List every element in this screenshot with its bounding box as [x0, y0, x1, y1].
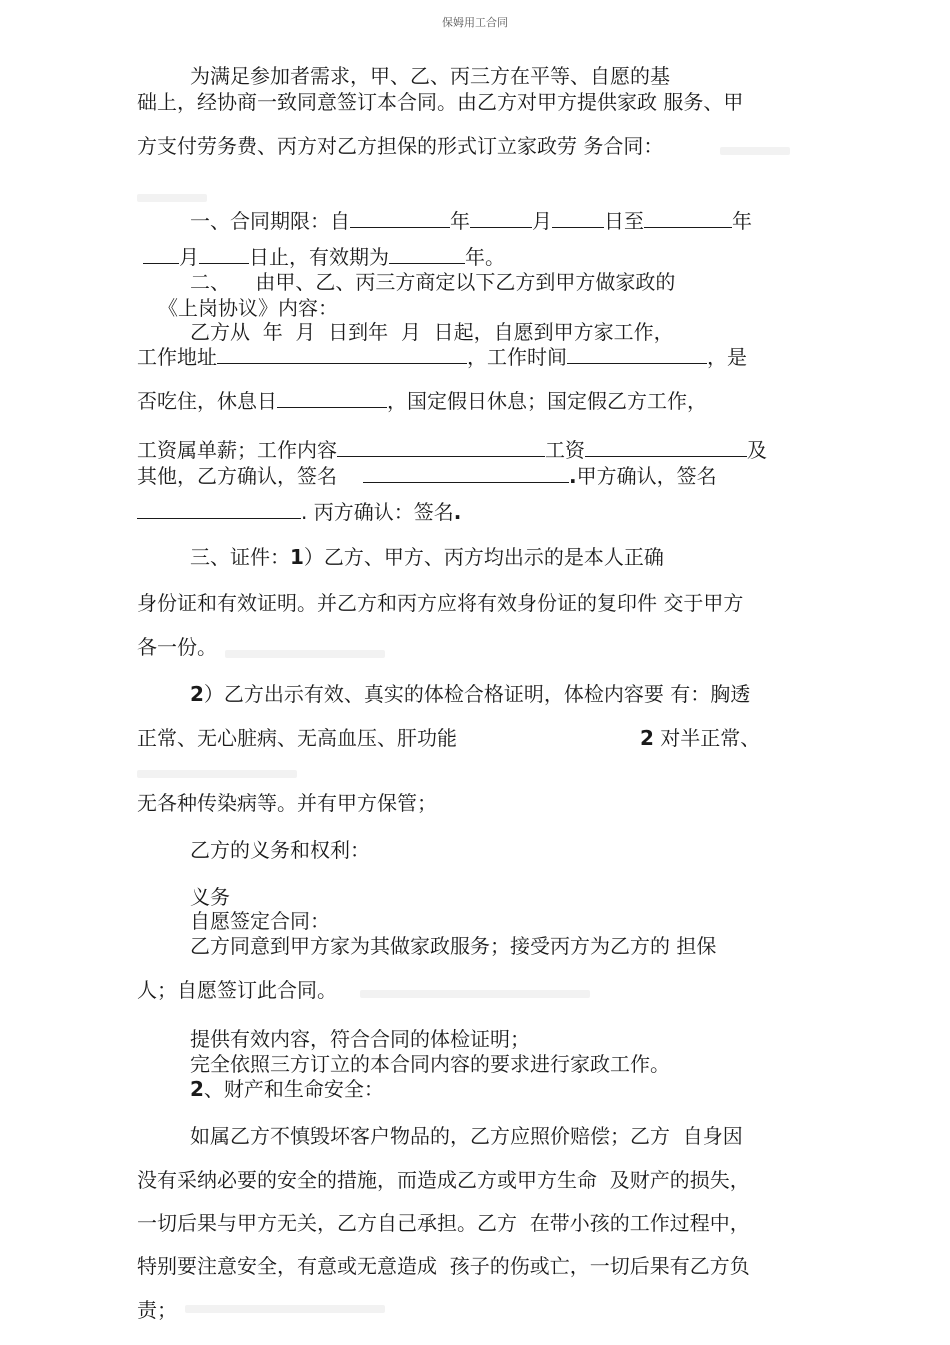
rest-day-line [137, 387, 707, 415]
section-2-line-1: 乙方从 年 月 日到年 月 日起，自愿到甲方家工作， [190, 320, 674, 344]
year-label: 年 [732, 209, 752, 233]
safety-line-3: 一切后果与甲方无关，乙方自己承担。乙方 在带小孩的工作过程中， [137, 1211, 750, 1235]
term-from-label: 一、合同期限：自 [190, 209, 350, 233]
rest-day-blank[interactable] [277, 387, 387, 408]
section-2-title: 二、 由甲、乙、丙三方商定以下乙方到甲方做家政的 [190, 270, 676, 294]
watermark-blur [720, 147, 790, 155]
party-a-signature-blank[interactable] [137, 498, 301, 519]
rest-day-label: 否吃住，休息日 [137, 389, 277, 413]
wage-blank[interactable] [585, 436, 747, 457]
section-3-line-3: 各一份。 [137, 635, 217, 659]
safety-line-1: 如属乙方不慎毁坏客户物品的，乙方应照价赔偿；乙方 自身因 [190, 1124, 743, 1148]
party-c-sign-label: . 丙方确认：签名 [301, 500, 454, 524]
start-month-blank[interactable] [470, 207, 532, 228]
end-day-blank[interactable] [199, 243, 249, 264]
watermark-blur [225, 650, 385, 658]
section-3-line-2: 身份证和有效证明。并乙方和丙方应将有效身份证的复印件 交于甲方 [137, 591, 744, 615]
period: . [453, 500, 462, 524]
watermark-blur [360, 990, 590, 998]
duties-line-1: 自愿签定合同： [190, 909, 330, 933]
work-time-label: ，工作时间 [467, 345, 567, 369]
duties-line-4: 提供有效内容，符合合同的体检证明； [190, 1027, 530, 1051]
period: . [569, 464, 577, 488]
watermark-blur [185, 1305, 385, 1313]
month-label: 月 [179, 245, 199, 269]
shi-label: ，是 [707, 345, 747, 369]
month-label: 月 [532, 209, 552, 233]
end-month-blank[interactable] [143, 243, 179, 264]
section-3-text: ）乙方、甲方、丙方均出示的是本人正确 [303, 545, 664, 569]
safety-line-5: 责； [137, 1298, 177, 1322]
work-content-blank[interactable] [337, 436, 545, 457]
work-time-blank[interactable] [567, 343, 707, 364]
property-safety-heading: 、财产和生命安全： [203, 1077, 384, 1101]
intro-line-3: 方支付劳务费、丙方对乙方担保的形式订立家政劳 务合同： [137, 134, 664, 158]
duties-line-2: 乙方同意到甲方家为其做家政服务；接受丙方为乙方的 担保 [190, 934, 717, 958]
party-b-sign-label: 其他，乙方确认，签名 [137, 464, 337, 488]
day-to-label: 日至 [604, 209, 644, 233]
section-2-subtitle: 《上岗协议》内容： [158, 296, 338, 320]
section-3-title: 三、证件： [190, 545, 290, 569]
section-3-line-5: 正常、无心脏病、无高血压、肝功能 [137, 726, 457, 750]
half-normal-text: 对半正常、 [653, 726, 761, 750]
page-header: 保姆用工合同 [442, 16, 508, 29]
section-3-line-5b [640, 724, 760, 752]
start-day-blank[interactable] [552, 207, 604, 228]
work-address-label: 工作地址 [137, 345, 217, 369]
item-number: 1 [290, 545, 304, 569]
safety-line-2: 没有采纳必要的安全的措施，而造成乙方或甲方生命 及财产的损失， [137, 1168, 750, 1192]
duties-title: 乙方的义务和权利： [190, 838, 370, 862]
duties-line-6 [190, 1075, 384, 1103]
item-number: 2 [190, 1077, 204, 1101]
watermark-blur [137, 770, 297, 778]
health-check-text: ）乙方出示有效、真实的体检合格证明，体检内容要 有：胸透 [203, 682, 751, 706]
year-end-label: 年。 [465, 245, 505, 269]
work-content-label: 工资属单薪；工作内容 [137, 438, 337, 462]
section-3-line-1 [190, 543, 664, 571]
start-year-blank[interactable] [350, 207, 450, 228]
party-b-signature-blank[interactable] [363, 462, 569, 483]
term-line-2 [143, 243, 505, 271]
wage-line [137, 436, 767, 464]
work-address-blank[interactable] [217, 343, 467, 364]
duties-line-5: 完全依照三方订立的本合同内容的要求进行家政工作。 [190, 1052, 670, 1076]
intro-line-1: 为满足参加者需求，甲、乙、丙三方在平等、自愿的基 [190, 64, 670, 88]
watermark-blur [137, 194, 207, 202]
intro-line-2: 础上，经协商一致同意签订本合同。由乙方对甲方提供家政 服务、甲 [137, 90, 744, 114]
item-number: 2 [190, 682, 204, 706]
holiday-text: ，国定假日休息；国定假乙方工作， [387, 389, 707, 413]
wage-label: 工资 [545, 438, 585, 462]
duties-line-3: 人；自愿签订此合同。 [137, 978, 337, 1002]
party-c-line [137, 498, 461, 526]
validity-label: 日止，有效期为 [249, 245, 389, 269]
term-line-1 [190, 207, 752, 235]
validity-years-blank[interactable] [389, 243, 465, 264]
safety-line-4: 特别要注意安全，有意或无意造成 孩子的伤或亡，一切后果有乙方负 [137, 1254, 750, 1278]
work-address-line [137, 343, 747, 371]
and-label: 及 [747, 438, 767, 462]
year-label: 年 [450, 209, 470, 233]
section-3-line-6: 无各种传染病等。并有甲方保管； [137, 791, 437, 815]
party-a-sign-label: 甲方确认，签名 [576, 464, 717, 488]
end-year-blank[interactable] [644, 207, 732, 228]
section-3-line-4 [190, 680, 750, 708]
duties-yiwu: 义务 [190, 885, 230, 909]
item-number: 2 [640, 726, 654, 750]
confirm-line [137, 462, 717, 490]
